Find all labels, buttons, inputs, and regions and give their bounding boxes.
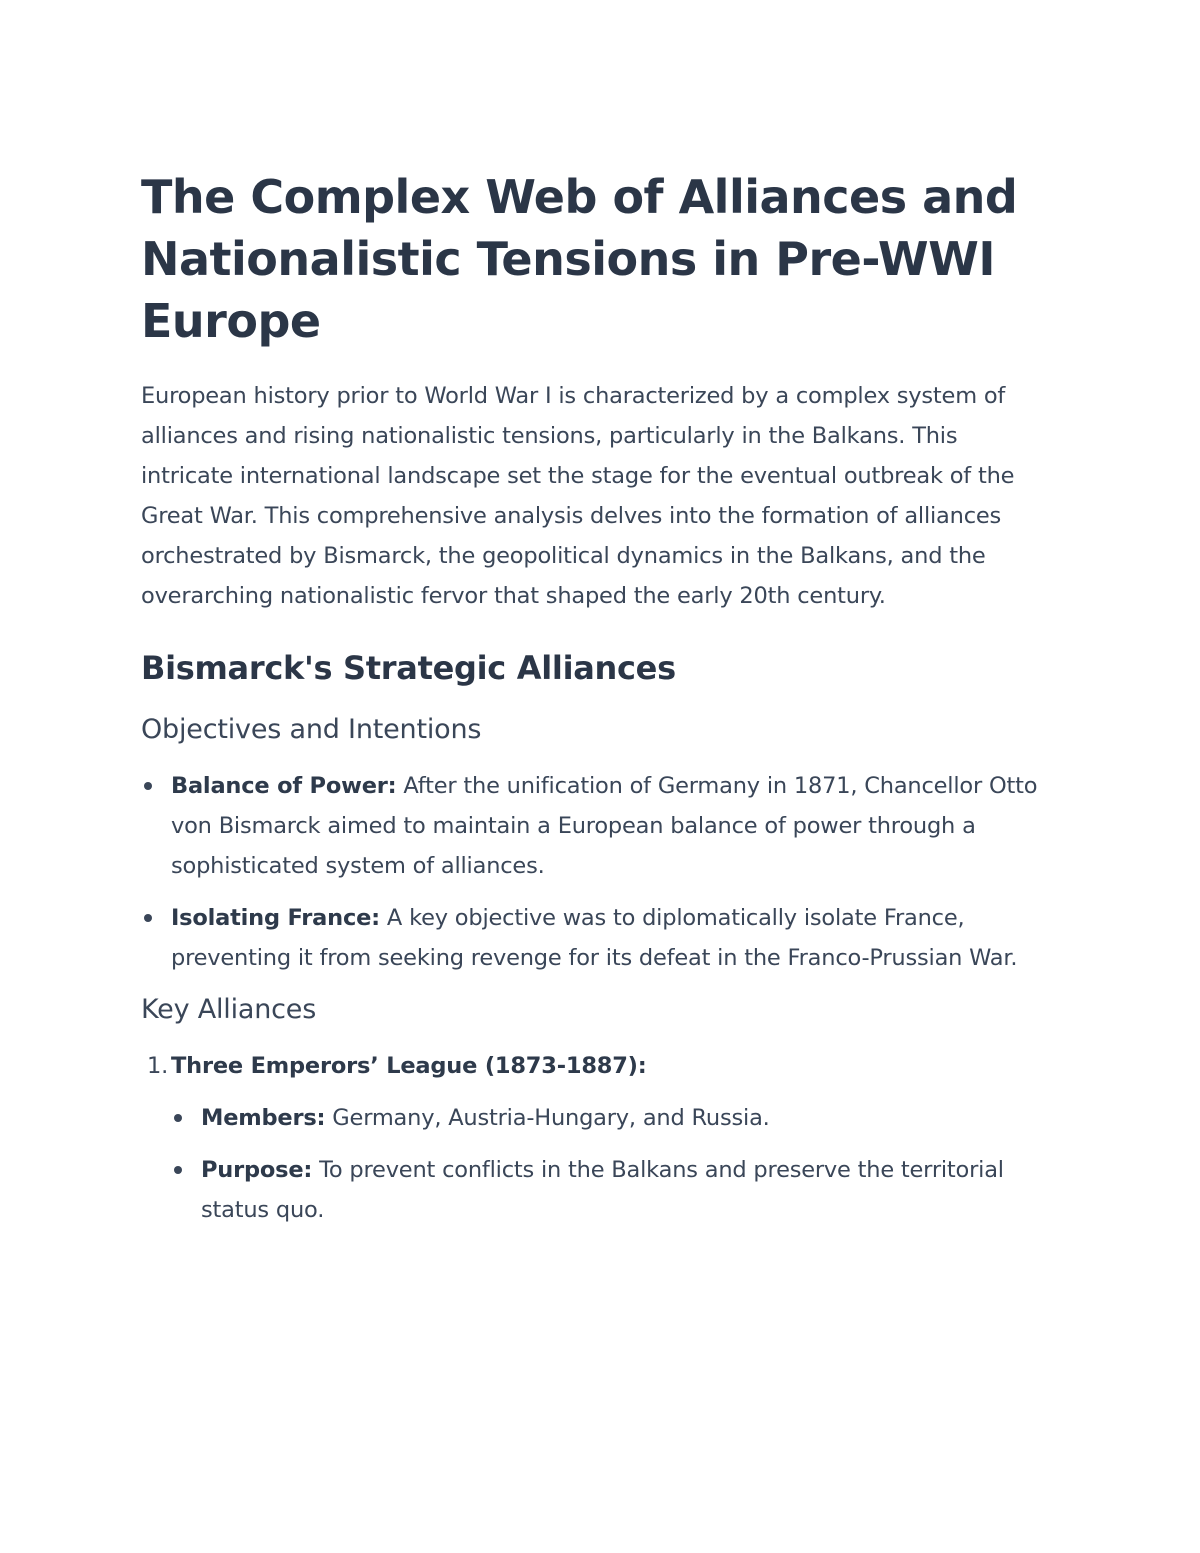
list-item-lead: Balance of Power:: [171, 773, 397, 799]
bullet-icon: [144, 914, 152, 922]
list-item-lead: Members:: [201, 1105, 326, 1131]
bullet-icon: [174, 1166, 182, 1174]
list-item-lead: Purpose:: [201, 1157, 313, 1183]
alliance-details-list: [171, 1098, 1051, 1230]
list-item-text: A key objective was to diplomatically isolate France, preventing it from seeking revenge for its defeat in the Franco-Prussian War.: [171, 905, 1018, 971]
subsection-heading-objectives: Objectives and Intentions: [141, 714, 482, 745]
item-number: 1.: [147, 1053, 169, 1079]
list-item: [171, 1150, 1051, 1230]
numbered-item: [141, 1046, 1051, 1230]
list-item: [171, 1098, 1051, 1138]
key-alliances-list: [141, 1046, 1051, 1230]
alliance-title: Three Emperors’ League (1873-1887):: [171, 1053, 647, 1079]
bullet-icon: [174, 1114, 182, 1122]
document-page: [141, 166, 1051, 1242]
document-title: The Complex Web of Alliances and Nationalistic Tensions in Pre-WWI Europe: [141, 170, 1018, 348]
list-item-lead: Isolating France:: [171, 905, 380, 931]
list-item-text: Germany, Austria-Hungary, and Russia.: [325, 1105, 770, 1131]
list-item-text: After the unification of Germany in 1871, Chancellor Otto von Bismarck aimed to maintain a European balance of power through a sophisticated system of alliances.: [171, 773, 1038, 879]
bullet-icon: [144, 782, 152, 790]
subsection-heading-key-alliances: Key Alliances: [141, 994, 317, 1025]
list-item: [141, 898, 1051, 978]
list-item-text: To prevent conflicts in the Balkans and preserve the territorial status quo.: [201, 1157, 1004, 1223]
objectives-list: [141, 766, 1051, 978]
list-item: [141, 766, 1051, 886]
intro-paragraph: European history prior to World War I is characterized by a complex system of alliances and rising nationalistic tensions, particularly in the Balkans. This intricate international landscape set the stage for the eventual outbreak of the Great War. This comprehensive analysis delves into the formation of alliances orchestrated by Bismarck, the geopolitical dynamics in the Balkans, and the overarching nationalistic fervor that shaped the early 20th century.: [141, 383, 1015, 609]
section-heading: Bismarck's Strategic Alliances: [141, 649, 676, 687]
